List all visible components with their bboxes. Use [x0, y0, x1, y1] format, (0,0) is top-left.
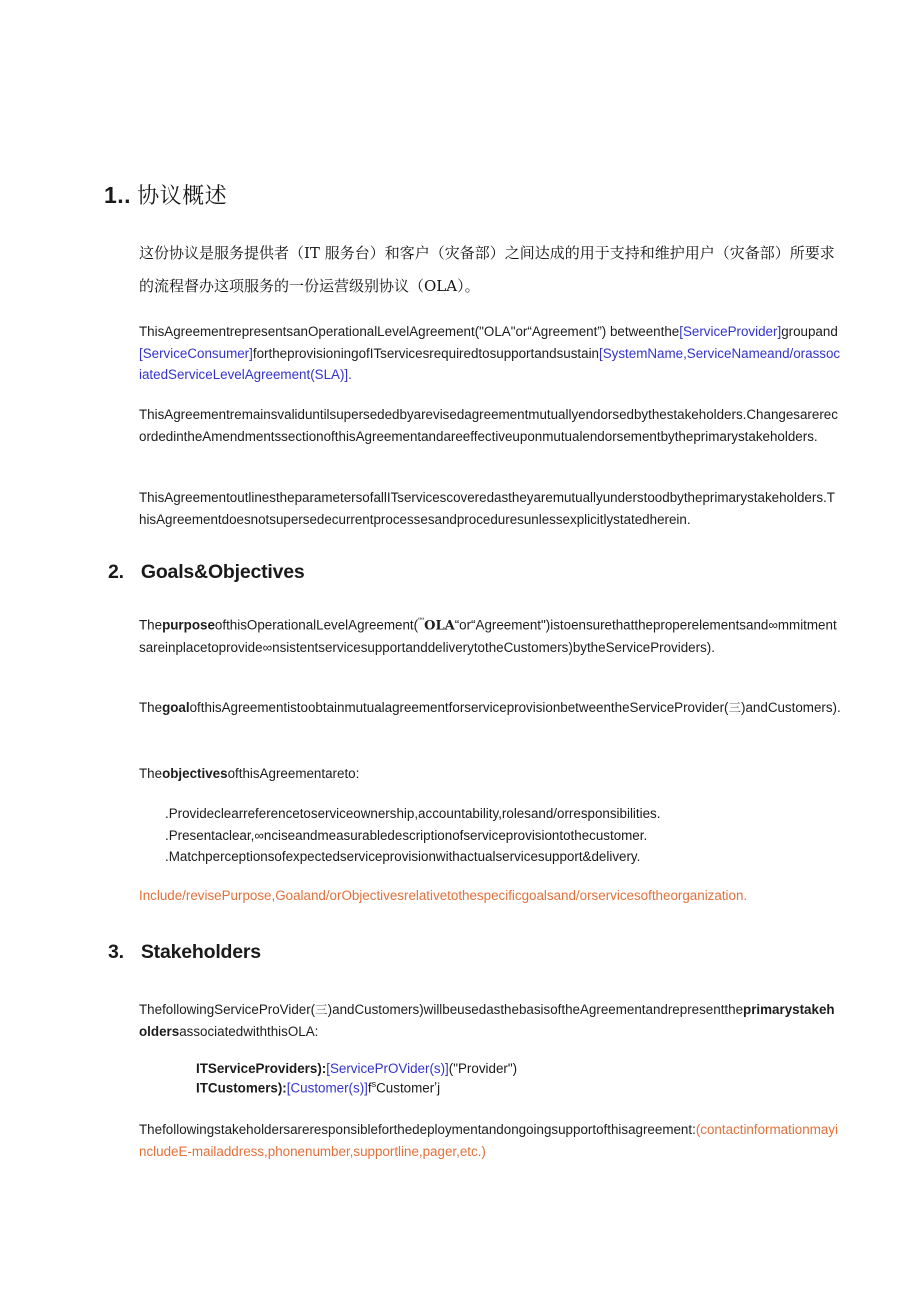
purpose-mid2: “or“Agreement")istoensurethattheproperelementsand — [454, 617, 769, 633]
agreement-validity-paragraph: ThisAgreementremainsvaliduntilsupersededbyarevisedagreementmutuallyendorsedbythestakeholders.ChangesarerecordedintheAmendmentssectionofthisAgreementandareeffectiveuponmutualendorsementbytheprimarystakeholders. — [139, 407, 838, 444]
stake-intro-cjk-glyph: 三 — [315, 1002, 328, 1017]
purpose-mid3: mmitmentsareinplacetoprovide — [139, 617, 837, 655]
list-item: .Matchperceptionsofexpectedserviceprovisionwithactualservicesupport&delivery. — [165, 849, 641, 865]
section-1-number: 1.. — [104, 182, 132, 208]
section-3-title: Stakeholders — [140, 941, 261, 963]
stake-intro-bold: primarystakeholders — [139, 1002, 835, 1039]
goal-paragraph — [139, 697, 841, 719]
goal-cjk-glyph: 三 — [728, 700, 742, 715]
goal-mid2: )andCustomers). — [741, 700, 841, 715]
stake-intro-part1: ThefollowingServiceProVider( — [139, 1002, 316, 1017]
section-2-title: Goals&Objectives — [140, 561, 305, 583]
goal-mid1: ofthisAgreementistoobtainmutualagreementforserviceprovisionbetweentheServiceProvider( — [189, 700, 729, 715]
para1-part4: . — [348, 367, 352, 383]
stake-intro-part2: )andCustomers)willbeusedasthebasisoftheAgreementandrepresentthe — [327, 1002, 744, 1017]
chinese-overview-paragraph: 这份协议是服务提供者（IT 服务台）和客户（灾备部）之间达成的用于支持和维护用户（灾备部）所要求的流程督办这项服务的一份运营级别协议（OLA）。 — [139, 244, 835, 295]
goal-lead: The — [139, 700, 163, 715]
objectives-lead: The — [139, 766, 163, 781]
closing-orange-note: (contactinformationmayincludeE-mailaddress,phonenumber,supportline,pager,etc.) — [139, 1122, 838, 1159]
purpose-infinity-1: ∞ — [768, 617, 778, 633]
list-item — [196, 1078, 517, 1098]
placeholder-service-provider: [ServiceProvider] — [679, 324, 782, 339]
purpose-lead: The — [139, 617, 163, 633]
objectives-lead-paragraph — [139, 763, 841, 785]
agreement-representation-paragraph — [139, 321, 841, 386]
agreement-parameters-paragraph: ThisAgreementoutlinestheparametersofallITservicescoveredastheyaremutuallyunderstoodbytheprimarystakeholders.ThisAgreementdoesnotsupersedecurrentprocessesandproceduresunlessexplicitlystatedherein. — [139, 490, 835, 527]
list-item: .Presentaclear,∞nciseandmeasurabledescriptionofserviceprovisiontothecustomer. — [165, 827, 648, 843]
customer-role-label: ITCustomers): — [196, 1080, 287, 1096]
section-2-number: 2. — [108, 561, 124, 583]
section-1-title: 协议概述 — [137, 184, 228, 209]
objectives-rest: ofthisAgreementareto: — [227, 766, 360, 781]
objectives-list — [165, 803, 845, 868]
purpose-quote-glyph: ““ — [418, 616, 425, 626]
stake-intro-part3: associatedwiththisOLA: — [179, 1023, 319, 1039]
section-2-heading — [108, 561, 305, 584]
purpose-ola-abbrev: OLA — [424, 618, 455, 634]
placeholder-service-consumer: [ServiceConsumer] — [139, 345, 253, 361]
purpose-infinity-2: ∞ — [262, 639, 273, 655]
customer-suffix-pre: f — [367, 1080, 372, 1096]
placeholder-service-provider-s: [ServicePrOVider(s)] — [326, 1061, 449, 1076]
placeholder-customer-s: [Customer(s)] — [286, 1080, 368, 1096]
section-3-heading — [108, 941, 261, 964]
provider-role-label: ITServiceProviders): — [196, 1061, 327, 1076]
para1-part1: ThisAgreementrepresentsanOperationalLevelAgreement("OLA"or“Agreement”) betweenthe — [139, 324, 680, 339]
purpose-bold-word: purpose — [162, 617, 215, 633]
stakeholders-intro-paragraph — [139, 999, 841, 1042]
purpose-paragraph — [139, 614, 841, 658]
list-item — [196, 1059, 517, 1078]
goals-editorial-note: Include/revisePurpose,Goaland/orObjectivesrelativetothespecificgoalsand/orservicesoftheorganization. — [139, 888, 748, 903]
purpose-mid1: ofthisOperationalLevelAgreement( — [214, 617, 419, 633]
para1-part3: fortheprovisioningofITservicesrequiredtosupportandsustain — [252, 345, 599, 361]
placeholder-system-name: [SystemName,ServiceNameand/orassociatedServiceLevelAgreement(SLA)] — [139, 345, 841, 383]
closing-black-text: Thefollowingstakeholdersareresponsibleforthedeploymentandongoingsupportofthisagreement: — [139, 1122, 696, 1137]
para1-part2: groupand — [781, 324, 838, 339]
list-item: .Provideclearreferencetoserviceownership,accountability,rolesand/orresponsibilities. — [165, 806, 661, 821]
stakeholders-closing-paragraph — [139, 1119, 841, 1162]
objectives-bold-word: objectives — [162, 766, 228, 781]
section-1-heading — [104, 179, 227, 210]
customer-suffix-superscript: ѕ — [371, 1079, 377, 1090]
goal-bold-word: goal — [162, 700, 190, 715]
purpose-mid4: nsistentservicesupportanddeliverytotheCustomers)bytheServiceProviders). — [272, 639, 715, 655]
section-3-number: 3. — [108, 941, 124, 963]
provider-role-suffix: ("Provider") — [448, 1061, 518, 1076]
customer-role-suffix: Customerʼj — [376, 1080, 441, 1096]
stakeholder-roles-list — [196, 1059, 517, 1098]
